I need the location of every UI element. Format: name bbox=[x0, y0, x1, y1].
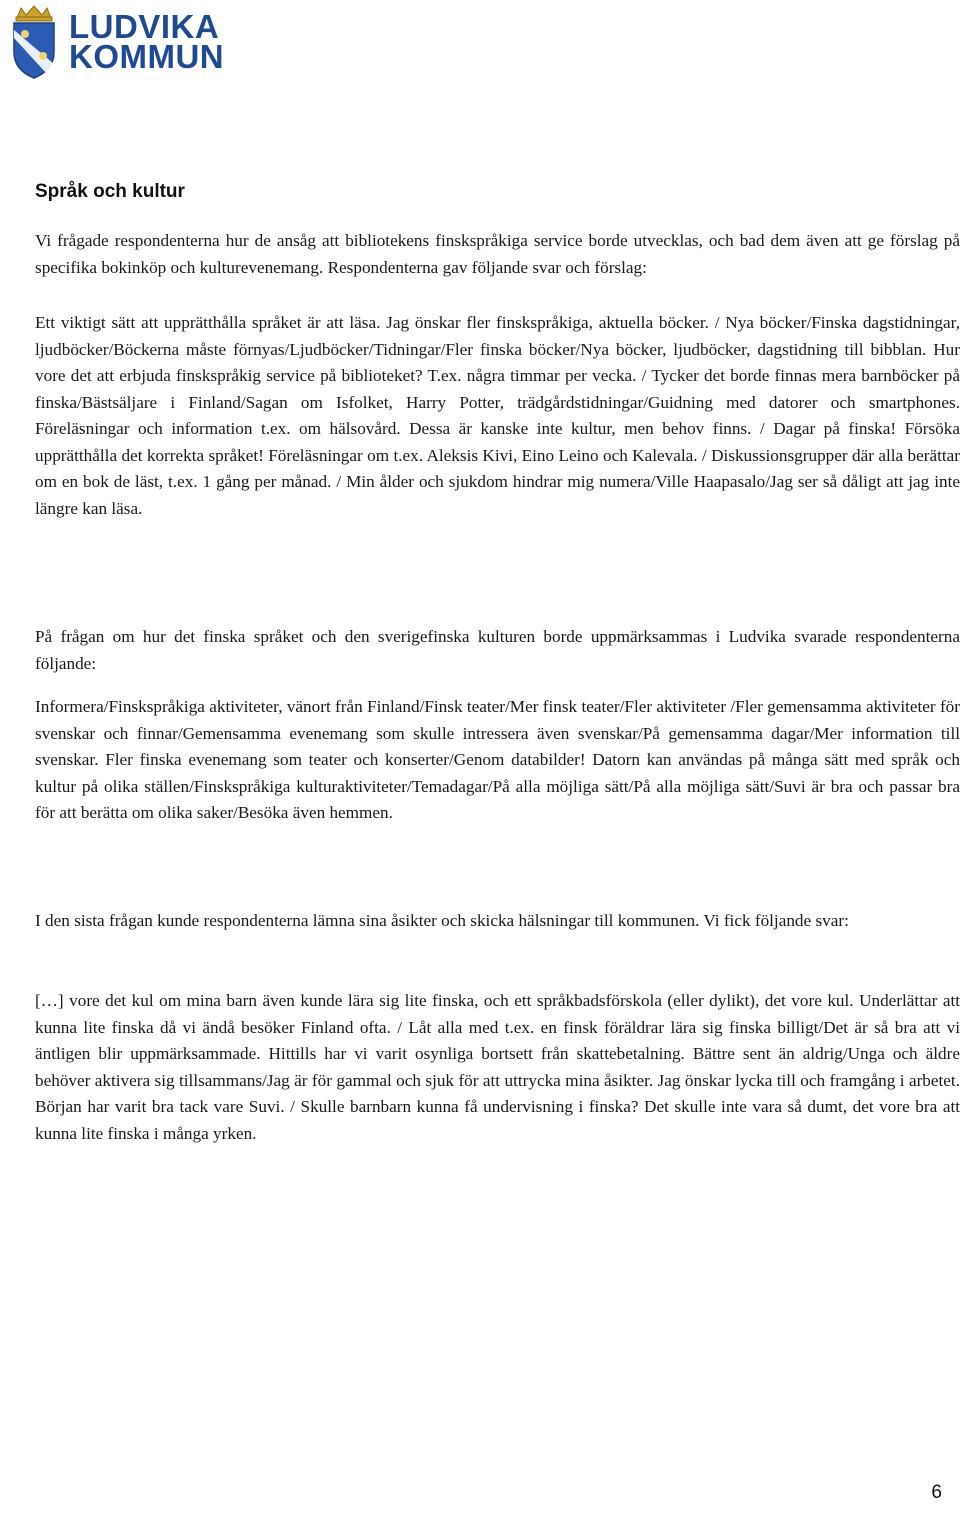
logo-line-ludvika: LUDVIKA bbox=[69, 8, 220, 45]
logo-line-kommun: KOMMUN bbox=[69, 38, 225, 75]
section-heading: Språk och kultur bbox=[35, 181, 185, 202]
library-answers-paragraph: Ett viktigt sätt att upprätthålla språket är att läsa. Jag önskar fler finskspråkiga, aktuella böcker. / Nya böcker/Finska dagstidningar, ljudböcker/Böckerna måste förnyas/Ljudböcker/Tidningar/Fler finska böcker/Nya böcker, ljudböcker, dagstidning till bibblan. Hur vore det att erbjuda finskspråkig service på biblioteket? T.ex. några timmar per vecka. / Tycker det borde finnas mera barnböcker på finska/Bästsäljare i Finland/Sagan om Isfolket, Harry Potter, trädgårdstidningar/Guidning med datorer och smartphones. Föreläsningar och information t.ex. om hälsovård. Dessa är kanske inte kultur, men behov finns. / Dagar på finska! Försöka upprätthålla det korrekta språket! Föreläsningar om t.ex. Aleksis Kivi, Eino Leino och Kalevala. / Diskussionsgrupper där alla berättar om en bok de läst, t.ex. 1 gång per månad. / Min ålder och sjukdom hindrar mig numera/Ville Haapasalo/Jag ser så dåligt att jag inte längre kan läsa. bbox=[35, 313, 960, 518]
intro-paragraph: Vi frågade respondenterna hur de ansåg att bibliotekens finskspråkiga service borde utvecklas, och bad dem även att ge förslag på specifika bokinköp och kulturevenemang. Respondenterna gav följande svar och förslag: bbox=[35, 231, 960, 277]
ludvika-kommun-logo bbox=[9, 4, 225, 80]
ludvika-coat-of-arms-icon bbox=[9, 4, 59, 80]
culture-answers-paragraph: Informera/Finskspråkiga aktiviteter, vänort från Finland/Finsk teater/Mer finsk teater/Fler aktiviteter /Fler gemensamma aktiviteter för svenskar och finnar/Gemensamma evenemang som skulle intressera även svenskar/På gemensamma dagar/Mer information till svenskar. Fler finska evenemang som teater och konserter/Genom databilder! Datorn kan användas på många sätt med språk och kultur på olika ställen/Finskspråkiga kulturaktiviteter/Temadagar/På alla möjliga sätt/På alla möjliga sätt/Suvi är bra och passar bra för att berätta om olika saker/Besöka även hemmen. bbox=[35, 697, 960, 822]
page-number: 6 bbox=[931, 1482, 942, 1503]
culture-question-paragraph: På frågan om hur det finska språket och den sverigefinska kulturen borde uppmärksammas i Ludvika svarade respondenterna följande: bbox=[35, 627, 960, 673]
logo-wordmark bbox=[69, 8, 225, 75]
final-answers-paragraph: […] vore det kul om mina barn även kunde lära sig lite finska, och ett språkbadsförskola (eller dylikt), det vore kul. Underlättar att kunna lite finska då vi ändå besöker Finland ofta. / Låt alla med t.ex. en finsk föräldrar lära sig finska billigt/Det är så bra att vi äntligen blir uppmärksammade. Hittills har vi varit osynliga bortsett från skattebetalning. Bättre sent än aldrig/Unga och äldre behöver aktivera sig tillsammans/Jag är för gammal och sjuk för att uttrycka mina åsikter. Jag önskar lycka till och framgång i arbetet. Början har varit bra tack vare Suvi. / Skulle barnbarn kunna få undervisning i finska? Det skulle inte vara så dumt, det vore bra att kunna lite finska i många yrken. bbox=[35, 991, 960, 1143]
final-question-paragraph: I den sista frågan kunde respondenterna lämna sina åsikter och skicka hälsningar till kommunen. Vi fick följande svar: bbox=[35, 911, 849, 930]
